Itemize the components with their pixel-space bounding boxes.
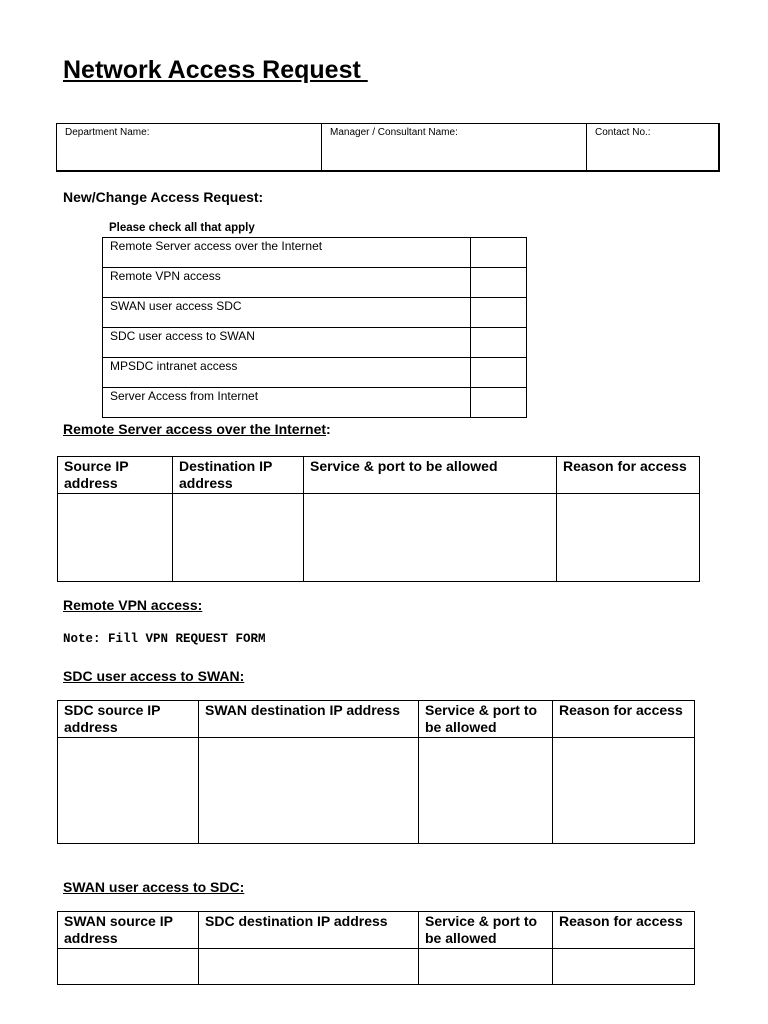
department-name-field[interactable] <box>57 124 322 172</box>
remote-server-heading-text: Remote Server access over the Internet <box>63 421 327 437</box>
checkbox[interactable] <box>471 328 527 358</box>
contact-info-table <box>56 123 720 172</box>
checklist-label: Server Access from Internet <box>103 388 471 418</box>
column-header: Service & port to be allowed <box>419 701 553 738</box>
swan-destination-ip-cell[interactable] <box>199 738 419 844</box>
check-instruction: Please check all that apply <box>109 222 255 234</box>
checklist-label: MPSDC intranet access <box>103 358 471 388</box>
remote-vpn-heading: Remote VPN access: <box>63 597 203 613</box>
checkbox[interactable] <box>471 268 527 298</box>
checkbox[interactable] <box>471 238 527 268</box>
column-header: Service & port to be allowed <box>419 912 553 949</box>
checklist-row <box>103 388 527 418</box>
access-type-checklist <box>102 237 527 418</box>
checklist-row <box>103 268 527 298</box>
column-header: Source IP address <box>58 457 173 494</box>
table-row <box>58 949 695 985</box>
checklist-label: Remote VPN access <box>103 268 471 298</box>
checkbox[interactable] <box>471 358 527 388</box>
remote-server-table <box>57 456 700 582</box>
checklist-label: SWAN user access SDC <box>103 298 471 328</box>
checklist-label: SDC user access to SWAN <box>103 328 471 358</box>
remote-server-heading-colon: : <box>326 421 331 437</box>
new-change-heading: New/Change Access Request: <box>63 189 264 205</box>
contact-number-field[interactable] <box>587 124 719 172</box>
sdc-source-ip-cell[interactable] <box>58 738 199 844</box>
column-header: Destination IP address <box>173 457 304 494</box>
sdc-destination-ip-cell[interactable] <box>199 949 419 985</box>
sdc-to-swan-heading: SDC user access to SWAN: <box>63 668 245 684</box>
column-header: SDC destination IP address <box>199 912 419 949</box>
manager-name-label: Manager / Consultant Name: <box>330 127 458 138</box>
column-header: SDC source IP address <box>58 701 199 738</box>
reason-cell[interactable] <box>553 738 695 844</box>
checklist-row <box>103 328 527 358</box>
contact-number-label: Contact No.: <box>595 127 651 138</box>
column-header: Reason for access <box>557 457 700 494</box>
checklist-row <box>103 298 527 328</box>
service-port-cell[interactable] <box>304 494 557 582</box>
column-header: SWAN source IP address <box>58 912 199 949</box>
manager-name-field[interactable] <box>322 124 587 172</box>
checklist-label: Remote Server access over the Internet <box>103 238 471 268</box>
checkbox[interactable] <box>471 388 527 418</box>
source-ip-cell[interactable] <box>58 494 173 582</box>
checkbox[interactable] <box>471 298 527 328</box>
reason-cell[interactable] <box>557 494 700 582</box>
vpn-note: Note: Fill VPN REQUEST FORM <box>63 632 266 646</box>
column-header: SWAN destination IP address <box>199 701 419 738</box>
column-header: Service & port to be allowed <box>304 457 557 494</box>
form-title: Network Access Request <box>63 56 368 84</box>
department-name-label: Department Name: <box>65 127 150 138</box>
reason-cell[interactable] <box>553 949 695 985</box>
swan-source-ip-cell[interactable] <box>58 949 199 985</box>
checklist-row <box>103 358 527 388</box>
table-row <box>58 738 695 844</box>
column-header: Reason for access <box>553 701 695 738</box>
swan-to-sdc-table <box>57 911 695 985</box>
column-header: Reason for access <box>553 912 695 949</box>
table-row <box>58 494 700 582</box>
swan-to-sdc-heading: SWAN user access to SDC: <box>63 879 245 895</box>
checklist-row <box>103 238 527 268</box>
service-port-cell[interactable] <box>419 949 553 985</box>
sdc-to-swan-table <box>57 700 695 844</box>
destination-ip-cell[interactable] <box>173 494 304 582</box>
service-port-cell[interactable] <box>419 738 553 844</box>
remote-server-heading <box>63 421 331 437</box>
